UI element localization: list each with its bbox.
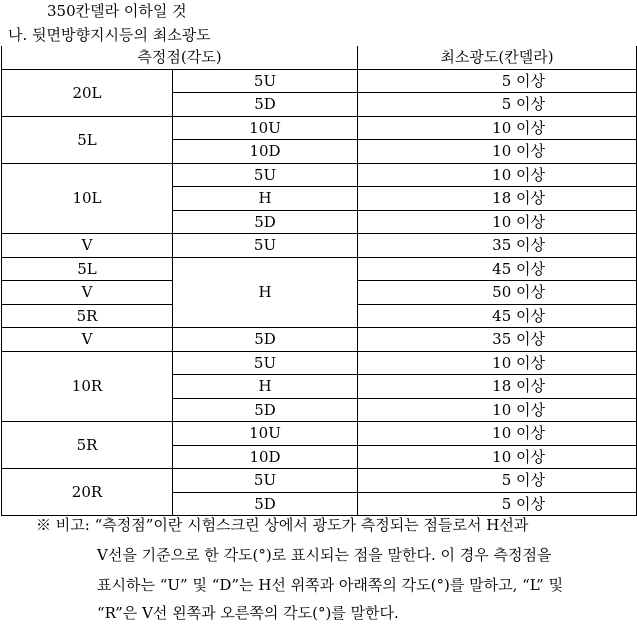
value-cell: 45 이상 xyxy=(358,304,637,328)
angle-cell: 5D xyxy=(173,210,358,234)
header-measure-point: 측정점(각도) xyxy=(2,46,358,69)
value-cell: 5 이상 xyxy=(358,69,637,93)
angle-cell: 5U xyxy=(173,234,358,258)
angle-cell: 10U xyxy=(173,422,358,446)
remark-line: V선을 기준으로 한 각도(°)로 표시되는 점을 말한다. 이 경우 측정점을 xyxy=(97,546,552,564)
point-cell: 20R xyxy=(2,469,173,516)
value-cell: 18 이상 xyxy=(358,375,637,399)
point-cell: V xyxy=(2,328,173,352)
min-luminance-table xyxy=(1,46,637,516)
value-cell: 45 이상 xyxy=(358,257,637,281)
angle-cell: 10U xyxy=(173,116,358,140)
point-cell: V xyxy=(2,281,173,305)
preceding-text-line: 350칸델라 이하일 것 xyxy=(47,2,187,20)
value-cell: 5 이상 xyxy=(358,93,637,117)
value-cell: 10 이상 xyxy=(358,210,637,234)
value-cell: 5 이상 xyxy=(358,469,637,493)
point-cell: V xyxy=(2,234,173,258)
angle-cell: 5D xyxy=(173,492,358,516)
remark-line: “R”은 V선 왼쪽과 오른쪽의 각도(°)를 말한다. xyxy=(97,604,399,622)
angle-cell: H xyxy=(173,257,358,328)
section-heading: 나. 뒷면방향지시등의 최소광도 xyxy=(8,26,211,44)
remark-line: ※ 비고: “측정점”이란 시험스크린 상에서 광도가 측정되는 점들로서 H선과 xyxy=(36,516,529,534)
value-cell: 10 이상 xyxy=(358,445,637,469)
value-cell: 5 이상 xyxy=(358,492,637,516)
angle-cell: 5D xyxy=(173,398,358,422)
value-cell: 35 이상 xyxy=(358,234,637,258)
angle-cell: H xyxy=(173,187,358,211)
angle-cell: 5U xyxy=(173,163,358,187)
value-cell: 18 이상 xyxy=(358,187,637,211)
value-cell: 10 이상 xyxy=(358,398,637,422)
value-cell: 10 이상 xyxy=(358,140,637,164)
angle-cell: 10D xyxy=(173,445,358,469)
value-cell: 10 이상 xyxy=(358,116,637,140)
value-cell: 50 이상 xyxy=(358,281,637,305)
angle-cell: 5U xyxy=(173,351,358,375)
value-cell: 10 이상 xyxy=(358,163,637,187)
point-cell: 10R xyxy=(2,351,173,422)
angle-cell: 5D xyxy=(173,328,358,352)
point-cell: 10L xyxy=(2,163,173,234)
point-cell: 5R xyxy=(2,422,173,469)
angle-cell: 5D xyxy=(173,93,358,117)
point-cell: 5L xyxy=(2,257,173,281)
value-cell: 10 이상 xyxy=(358,351,637,375)
angle-cell: 10D xyxy=(173,140,358,164)
angle-cell: 5U xyxy=(173,69,358,93)
point-cell: 5L xyxy=(2,116,173,163)
header-min-luminance: 최소광도(칸델라) xyxy=(358,46,637,69)
angle-cell: H xyxy=(173,375,358,399)
value-cell: 35 이상 xyxy=(358,328,637,352)
remark-line: 표시하는 “U” 및 “D”는 H선 위쪽과 아래쪽의 각도(°)를 말하고, “L” 및 xyxy=(97,576,564,594)
value-cell: 10 이상 xyxy=(358,422,637,446)
angle-cell: 5U xyxy=(173,469,358,493)
point-cell: 5R xyxy=(2,304,173,328)
point-cell: 20L xyxy=(2,69,173,116)
